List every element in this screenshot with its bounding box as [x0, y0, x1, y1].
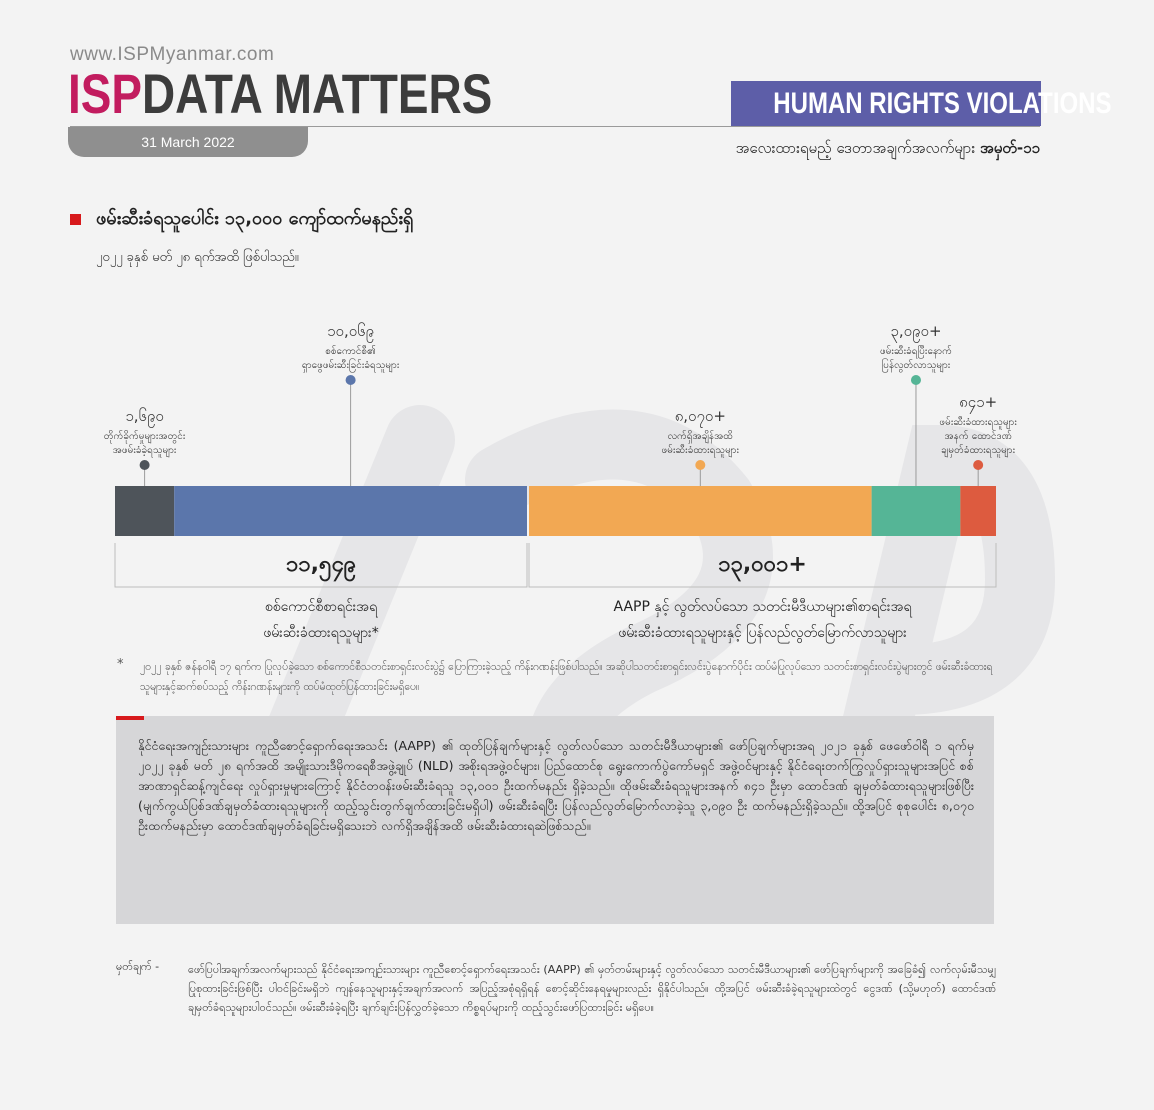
- category-banner: [731, 81, 1112, 126]
- summary-accent-mark: [116, 716, 144, 720]
- segment-label-4-line-2: ချမှတ်ခံထားရသူများ: [941, 445, 1016, 456]
- issue-number: အမှတ်-၁၁: [979, 139, 1040, 157]
- footnote-marker: *: [117, 657, 124, 672]
- segment-label-2-line-0: လက်ရှိအချိန်အထိ: [667, 431, 733, 442]
- footnote-text: ၂၀၂၂ ခုနှစ် ဇန်နဝါရီ ၁၇ ရက်က ပြုလုပ်ခဲ့သော စစ်ကောင်စီသတင်းစာရှင်းလင်းပွဲ၌ ပြောကြားခဲ့သည့် ကိန်းဂဏန်းဖြစ်ပါသည်။ အဆိုပါသတင်းစာရှင်းလင်းပွဲနောက်ပိုင်း ထပ်မံပြုလုပ်သော သတင်းစာရှင်းလင်းပွဲများတွင် ဖမ်းဆီးခံထားရသူများနှင့်ဆက်စပ်သည့် ကိန်းဂဏန်းများကို ထပ်မံထုတ်ပြန်ထားခြင်းမရှိပေ။: [140, 661, 993, 693]
- note-label: မှတ်ချက် -: [116, 960, 160, 973]
- summary-box: [116, 716, 994, 924]
- series-subtitle: [560, 139, 1040, 161]
- logo-isp-text: ISP: [68, 62, 143, 125]
- segment-label-0-line-0: တိုက်ခိုက်မှုများအတွင်း: [103, 431, 186, 442]
- segment-value-4: ၈၄၁+: [959, 393, 998, 411]
- marker-dot-0: [140, 460, 150, 470]
- website-url[interactable]: www.ISPMyanmar.com: [70, 44, 275, 65]
- marker-dot-4: [973, 460, 983, 470]
- segment-value-2: ၈,၀၇၀+: [674, 407, 726, 425]
- category-text: HUMAN RIGHTS VIOLATIONS: [773, 87, 1112, 120]
- segment-label-3-line-0: ဖမ်းဆီးခံရပြီးနောက်: [879, 346, 952, 357]
- bar-segment-0: [115, 486, 174, 536]
- isp-data-matters-logo: [68, 62, 492, 126]
- group-total-1: ၁၃,၀၀၁+: [718, 552, 807, 577]
- bar-segment-3: [872, 486, 961, 536]
- group-caption-1-line-1: ဖမ်းဆီးခံထားရသူများနှင့် ပြန်လည်လွတ်မြောက်လာသူများ: [618, 625, 907, 641]
- bar-segment-1: [174, 486, 527, 536]
- bar-segment-4: [960, 486, 996, 536]
- as-of-date: ၂၀၂၂ ခုနှစ် မတ် ၂၈ ရက်အထိ ဖြစ်ပါသည်။: [96, 250, 299, 265]
- segment-value-0: ၁,၆၉၀: [125, 407, 164, 425]
- segment-label-1-line-1: ရှာဖွေဖမ်းဆီးခြင်းခံရသူများ: [301, 360, 400, 371]
- segment-value-3: ၃,၀၉၀+: [890, 322, 942, 340]
- summary-text: နိုင်ငံရေးအကျဉ်းသားများ ကူညီစောင့်ရှောက်ရေးအသင်း (AAPP) ၏ ထုတ်ပြန်ချက်များနှင့် လွတ်လပ်သော သတင်းမီဒီယာများ၏ ဖော်ပြချက်များအရ ၂၀၂၁ ခုနှစ် ဖေဖော်ဝါရီ ၁ ရက်မှ ၂၀၂၂ ခုနှစ် မတ် ၂၈ ရက်အထိ အမျိုးသားဒီမိုကရေစီအဖွဲ့ချုပ် (NLD) အစိုးရအဖွဲ့ဝင်များ၊ ပြည်ထောင်စု ရွေးကောက်ပွဲကော်မရှင် အဖွဲ့ဝင်များနှင့် နိုင်ငံရေးတက်ကြွလှုပ်ရှားသူများအပြင် စစ်အာဏာရှင်ဆန့်ကျင်ရေး လှုပ်ရှားမှုများကြောင့် နိုင်ငံတဝန်းဖမ်းဆီးခံရသူ ၁၃,၀၀၁ ဦးထက်မနည်း ရှိခဲ့သည်။ ထိုဖမ်းဆီးခံရသူများအနက် ၈၄၁ ဦးမှာ ထောင်ဒဏ် ချမှတ်ခံထားရသူများဖြစ်ပြီး (မျက်ကွယ်ပြစ်ဒဏ်ချမှတ်ခံထားရသူများကို ထည့်သွင်းတွက်ချက်ထားခြင်းမရှိပါ) ဖမ်းဆီးခံရပြီး ပြန်လည်လွတ်မြောက်လာခဲ့သူ ၃,၀၉၀ ဦး ထက်မနည်းရှိခဲ့သည်။ ထို့အပြင် စုစုပေါင်း ၈,၀၇၀ ဦးထက်မနည်းမှာ ထောင်ဒဏ်ချမှတ်ခံရခြင်းမရှိသေးဘဲ လက်ရှိအချိန်အထိ ဖမ်းဆီးခံထားရဆဲဖြစ်သည်။: [138, 738, 974, 833]
- group-total-0: ၁၁,၅၄၉: [285, 552, 357, 577]
- segment-label-1-line-0: စစ်ကောင်စီ၏: [325, 346, 376, 357]
- segment-label-2-line-1: ဖမ်းဆီးခံထားရသူများ: [661, 445, 740, 456]
- series-subtitle-text: အလေးထားရမည့် ဒေတာအချက်အလက်များ: [735, 139, 976, 157]
- group-caption-0-line-1: ဖမ်းဆီးခံထားရသူများ*: [263, 625, 379, 641]
- segment-label-3-line-1: ပြန်လွတ်လာသူများ: [881, 360, 951, 371]
- marker-dot-3: [911, 375, 921, 385]
- heading-bullet: [70, 214, 81, 225]
- main-heading: ဖမ်းဆီးခံရသူပေါင်း ၁၃,၀၀၀ ကျော်ထက်မနည်းရှိ: [96, 208, 414, 229]
- group-caption-1-line-0: AAPP နှင့် လွတ်လပ်သော သတင်းမီဒီယာများ၏စာရင်းအရ: [613, 599, 912, 615]
- date-badge: 31 March 2022: [68, 127, 308, 157]
- note-text: ဖော်ပြပါအချက်အလက်များသည် နိုင်ငံရေးအကျဉ်းသားများ ကူညီစောင့်ရှောက်ရေးအသင်း (AAPP) ၏ မှတ်တမ်းများနှင့် လွတ်လပ်သော သတင်းမီဒီယာများ၏ ဖော်ပြချက်များကို အခြေခံ၍ လက်လှမ်းမီသမျှ ပြုစုထားခြင်းဖြစ်ပြီး ပါဝင်ခြင်းမရှိဘဲ ကျန်နေသူများနှင့်အချက်အလက် အပြည့်အစုံရရှိရန် စောင့်ဆိုင်းနေရမှုများလည်း ရှိနိုင်ပါသည်။ ထို့အပြင် ဖမ်းဆီးခံခဲ့ရသူများထဲတွင် ငွေဒဏ် (သို့မဟုတ်) ထောင်ဒဏ် ချမှတ်ခံရသူများပါဝင်သည်။ ဖမ်းဆီးခံခဲ့ရပြီး ချက်ချင်းပြန်လွှတ်ခဲ့သော ကိစ္စရပ်များကို ထည့်သွင်းဖော်ပြထားခြင်း မရှိပေ။: [188, 963, 996, 1014]
- marker-dot-1: [346, 375, 356, 385]
- segment-label-4-line-0: ဖမ်းဆီးခံထားရသူများ: [939, 417, 1017, 428]
- segment-label-0-line-1: အဖမ်းခံခဲ့ရသူများ: [112, 445, 177, 456]
- segment-value-1: ၁၀,၀၆၉: [327, 322, 375, 340]
- group-caption-0-line-0: စစ်ကောင်စီစာရင်းအရ: [264, 599, 378, 615]
- logo-data-matters-text: DATA MATTERS: [142, 62, 493, 125]
- bar-segment-2: [529, 486, 872, 536]
- marker-dot-2: [695, 460, 705, 470]
- stacked-bar-chart: [0, 290, 1110, 650]
- segment-label-4-line-1: အနက် ထောင်ဒဏ်: [944, 431, 1012, 442]
